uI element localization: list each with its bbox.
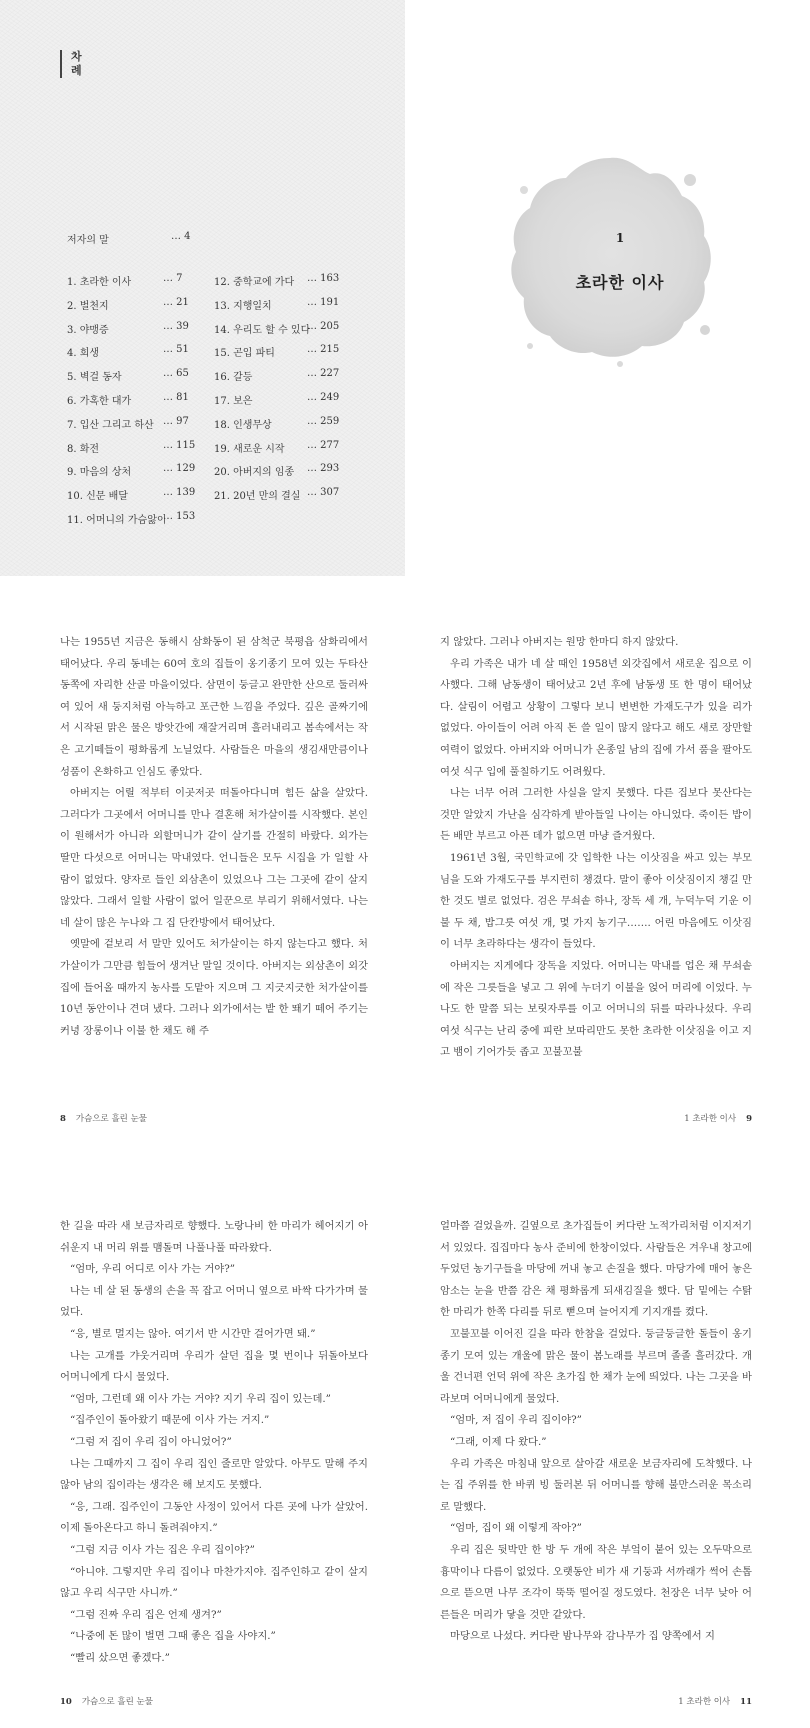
body-paragraph: “엄마, 우리 어디로 이사 가는 거야?”: [70, 1263, 235, 1276]
toc-heading: [60, 50, 82, 78]
body-paragraph: “그럼 지금 이사 가는 집은 우리 집이야?”: [70, 1543, 255, 1556]
toc-entry-title: 15. 곤입 파티: [214, 348, 275, 360]
body-paragraph: 나는 1955년 지금은 동해시 삼화동이 된 삼척군 북평읍 삼화리에서 태어났다. 우리 동네는 60여 호의 집들이 옹기종기 모여 있는 두타산 동쪽에 자리한 산골 마을이었다. 삼면이 둥글고 완만한 산으로 둘러싸여 있어 새 둥지처럼 아늑하고 포근한 느낌을 주었다. 깊은 골짜기에서 시작된 맑은 물은 방앗간에 재잘거리며 흘러내리고 봄속에서는 작은 고기떼들이 평화롭게 노닐었다. 사람들은 마을의 생김새만큼이나 성품이 온화하고 인심도 좋았다.: [60, 636, 368, 778]
toc-entry-page: … 139: [163, 487, 196, 499]
toc-entry-page: … 215: [307, 344, 340, 356]
body-paragraph: “그럼 진짜 우리 집은 언제 생겨?”: [70, 1608, 222, 1621]
toc-entry-title: 14. 우리도 할 수 있다: [214, 324, 311, 336]
toc-heading-char: 례: [71, 64, 82, 77]
body-paragraph: 우리 가족은 내가 네 살 때인 1958년 외갓집에서 새로운 집으로 이사했다. 그해 남동생이 태어났고 2년 후에 남동생 또 한 명이 태어났다. 살림이 어렵고 상황이 그렇다 보니 변변한 가재도구가 있을 리가 없었다. 아이들이 어려 아직 돈 쓸 일이 많지 않다고 해도 새로 장만할 여력이 없었다. 아버지와 어머니가 온종일 남의 집에 가서 품을 팔아도 여섯 식구 입에 풀칠하기도 어려웠다.: [440, 657, 752, 778]
toc-entry-page: … 259: [307, 415, 340, 427]
body-paragraph: “엄마, 집이 왜 이렇게 작아?”: [450, 1522, 582, 1535]
page-10-body: [60, 1216, 368, 1669]
body-paragraph: “빨리 샀으면 좋겠다.”: [70, 1651, 170, 1664]
toc-entry-page: … 97: [163, 415, 189, 427]
toc-entry-page: … 7: [163, 273, 183, 284]
toc-entry-title: 저자의 말: [67, 235, 109, 246]
toc-entry-page: … 115: [163, 439, 196, 451]
toc-entry-title: 18. 인생무상: [214, 419, 272, 431]
toc-entry-page: … 227: [307, 368, 340, 380]
body-paragraph: “그래, 이제 다 왔다.”: [450, 1435, 547, 1448]
body-paragraph: “응, 그래. 집주인이 그동안 사정이 있어서 다른 곳에 나가 살았어. 이제 돌아온다고 하니 돌려줘야지.”: [60, 1500, 368, 1535]
ink-splash-ornament: [500, 150, 720, 370]
toc-entry-page: … 65: [163, 368, 189, 380]
toc-entry-page: … 81: [163, 392, 189, 403]
toc-entry-page: … 307: [307, 487, 340, 499]
toc-entry-title: 8. 화전: [67, 443, 100, 455]
page-9-body: [440, 632, 752, 1064]
running-title: 1 초라한 이사: [684, 1114, 737, 1124]
page-8-folio: [60, 1112, 147, 1124]
page-number: 10: [60, 1697, 72, 1707]
toc-entry-title: 11. 어머니의 가슴앓이: [67, 515, 167, 526]
toc-entry-title: 17. 보은: [214, 396, 253, 407]
body-paragraph: 지 않았다. 그러나 아버지는 원망 한마디 하지 않았다.: [440, 636, 679, 648]
page-9-folio: [660, 1112, 752, 1124]
toc-entry-title: 16. 갈등: [214, 372, 253, 384]
toc-entry-page: … 249: [307, 392, 340, 403]
toc-entry-title: 13. 지행일치: [214, 300, 272, 312]
running-title: 가슴으로 흘린 눈물: [81, 1697, 153, 1707]
body-paragraph: 옛말에 겉보리 서 말만 있어도 처가살이는 하지 않는다고 했다. 처가살이가 그만큼 힘들어 생겨난 말일 것이다. 아버지는 외삼촌이 외갓집에 들어올 때까지 농사를 도맡아 지으며 그 지긋지긋한 처가살이를 10년 동안이나 견뎌 냈다. 그러나 외가에서는 밭 한 뙈기 떼어 주기는커녕 장롱이나 이불 한 채도 해 주: [60, 938, 368, 1037]
toc-entry-title: 12. 중학교에 가다: [214, 277, 295, 288]
toc-entry-title: 19. 새로운 시작: [214, 443, 285, 455]
toc-entry-title: 5. 벽걸 동자: [67, 372, 122, 384]
body-paragraph: “아니야. 그렇지만 우리 집이나 마찬가지야. 집주인하고 같이 살지 않고 우리 식구만 사니까.”: [60, 1565, 368, 1600]
body-paragraph: 한 길을 따라 새 보금자리로 향했다. 노랑나비 한 마리가 헤어지기 아쉬운지 내 머리 위를 맴돌며 나풀나풀 따라왔다.: [60, 1220, 368, 1254]
body-paragraph: “응, 별로 멀지는 않아. 여기서 반 시간만 걸어가면 돼.”: [70, 1327, 316, 1340]
page-10-folio: [60, 1695, 153, 1707]
page-8-body: [60, 632, 368, 1042]
toc-entry-title: 10. 신문 배달: [67, 491, 128, 503]
page-number: 11: [740, 1697, 752, 1707]
body-paragraph: 아버지는 어릴 적부터 이곳저곳 떠돌아다니며 힘든 삶을 살았다. 그러다가 그곳에서 어머니를 만나 결혼해 처가살이를 시작했다. 본인이 원해서가 아니라 외할머니가 같이 살기를 간절히 바랐다. 외가는 딸만 다섯으로 어머니는 막내였다. 언니들은 모두 시집을 가 일할 사람이 없었다. 양자로 들인 외삼촌이 있었으나 그는 그곳에 같이 살지 않았다. 그래서 일할 사람이 없어 일꾼으로 부리기 위해서였다. 나는 네 살이 많은 누나와 그 집 단칸방에서 태어났다.: [60, 787, 368, 929]
body-paragraph: 나는 네 살 된 동생의 손을 꼭 잡고 어머니 옆으로 바싹 다가가며 물었다.: [60, 1284, 368, 1319]
page-11-folio: [660, 1695, 752, 1707]
body-paragraph: “나중에 돈 많이 벌면 그때 좋은 집을 사야지.”: [70, 1630, 276, 1643]
body-paragraph: 나는 너무 어려 그러한 사실을 알지 못했다. 다른 집보다 못산다는 것만 알았지 가난을 심각하게 받아들일 나이는 아니었다. 죽이든 밥이든 배만 부르고 아픈 데가 없으면 마냥 즐거웠다.: [440, 787, 752, 843]
toc-entry-title: 4. 희생: [67, 348, 100, 360]
body-paragraph: 우리 가족은 마침내 앞으로 살아갈 새로운 보금자리에 도착했다. 나는 집 주위를 한 바퀴 빙 둘러본 뒤 어머니를 향해 불만스러운 목소리로 말했다.: [440, 1457, 752, 1513]
toc-entry-page: … 191: [307, 296, 340, 308]
page-number: 9: [746, 1114, 752, 1124]
toc-entry-page: … 293: [307, 463, 340, 475]
toc-entry-title: 2. 벌천지: [67, 300, 109, 312]
running-title: 가슴으로 흘린 눈물: [75, 1114, 148, 1124]
toc-entry-page: … 153: [163, 511, 196, 522]
body-paragraph: “집주인이 돌아왔기 때문에 이사 가는 거지.”: [70, 1414, 270, 1427]
toc-entry-page: … 39: [163, 320, 189, 332]
toc-entry-page: … 4: [171, 231, 191, 242]
toc-page: [0, 0, 405, 576]
toc-heading-char: 차: [71, 50, 82, 63]
body-paragraph: 마당으로 나섰다. 커다란 밤나무와 감나무가 집 양쪽에서 지: [450, 1630, 715, 1643]
toc-entry-title: 6. 가혹한 대가: [67, 396, 132, 407]
toc-entry-page: … 163: [307, 273, 340, 284]
toc-entry-page: … 277: [307, 439, 340, 451]
toc-entry-title: 9. 마음의 상처: [67, 467, 132, 479]
body-paragraph: “엄마, 그런데 왜 이사 가는 거야? 지기 우리 집이 있는데.”: [70, 1392, 331, 1405]
body-paragraph: 꼬불꼬불 이어진 길을 따라 한참을 걸었다. 둥글둥글한 돌들이 옹기종기 모여 있는 개울에 맑은 물이 봄노래를 부르며 졸졸 흘러갔다. 개울 건너편 언덕 위에 작은 초가집 한 채가 눈에 띄었다. 나는 그곳을 바라보며 어머니에게 물었다.: [440, 1327, 752, 1405]
toc-entry-title: 3. 야맹증: [67, 324, 109, 336]
running-title: 1 초라한 이사: [678, 1697, 731, 1707]
toc-entry-title: 21. 20년 만의 결실: [214, 491, 301, 503]
body-paragraph: “엄마, 저 집이 우리 집이야?”: [450, 1414, 582, 1427]
toc-entry-page: … 205: [307, 320, 340, 332]
body-paragraph: 우리 집은 뒷박만 한 방 두 개에 작은 부엌이 붙어 있는 오두막으로 흉막이나 다름이 없었다. 오랫동안 비가 새 기둥과 서까래가 썩어 손톱으로 뜯으면 나무 조각이 뚝뚝 떨어질 정도였다. 천장은 너무 낮아 어른들은 머리가 닿을 것만 같았다.: [440, 1543, 752, 1621]
page-11-body: [440, 1216, 752, 1648]
body-paragraph: 나는 고개를 갸웃거리며 우리가 살던 집을 몇 번이나 뒤돌아보다 어머니에게 다시 물었다.: [60, 1349, 368, 1384]
body-paragraph: 나는 그때까지 그 집이 우리 집인 줄로만 알았다. 아무도 말해 주지 않아 남의 집이라는 생각은 해 보지도 못했다.: [60, 1457, 368, 1492]
chapter-number: 1: [615, 231, 625, 245]
page-number: 8: [60, 1114, 66, 1124]
toc-entry-page: … 21: [163, 296, 189, 308]
toc-entry-page: … 129: [163, 463, 196, 475]
chapter-title: 초라한 이사: [575, 273, 665, 292]
body-paragraph: “그럼 저 집이 우리 집이 아니었어?”: [70, 1435, 232, 1448]
toc-entry-page: … 51: [163, 344, 189, 356]
body-paragraph: 얼마쯤 걸었을까. 길옆으로 초가집들이 커다란 노적가리처럼 이지저기 서 있었다. 집집마다 농사 준비에 한창이었다. 사람들은 겨우내 창고에 두었던 농기구들을 마당에 꺼내 놓고 손질을 했다. 마당가에 매어 놓은 암소는 눈을 반쯤 감은 채 평화롭게 되새김질을 했다. 담 밑에는 수탉 한 마리가 한쪽 다리를 뒤로 뻗으며 늘어지게 기지개를 켰다.: [440, 1220, 752, 1319]
body-paragraph: 아버지는 지게에다 장독을 지었다. 어머니는 막내를 업은 채 무쇠솥에 작은 그릇들을 넣고 그 위에 누더기 이불을 얹어 머리에 이었다. 누나도 한 말쯤 되는 보릿자루를 이고 어머니의 뒤를 따라나섰다. 우리 여섯 식구는 난리 중에 피란 보따리만도 못한 초라한 이삿짐을 이고 지고 뱀이 기어가듯 좁고 꼬불꼬불: [440, 959, 752, 1059]
body-paragraph: 1961년 3월, 국민학교에 갓 입학한 나는 이삿짐을 싸고 있는 부모님을 도와 가재도구를 부지런히 챙겼다. 말이 좋아 이삿짐이지 챙길 만한 것도 별로 없었다. 검은 무쇠솥 하나, 장독 세 개, 누덕누덕 기운 이불 두 채, 밥그릇 여섯 개, 몇 가지 농기구……. 어린 마음에도 이삿짐이 너무 초라하다는 생각이 들었다.: [440, 851, 752, 951]
toc-entry-title: 7. 입산 그리고 하산: [67, 419, 154, 431]
toc-entry-title: 1. 초라한 이사: [67, 277, 132, 288]
toc-entry-title: 20. 아버지의 임종: [214, 467, 295, 479]
